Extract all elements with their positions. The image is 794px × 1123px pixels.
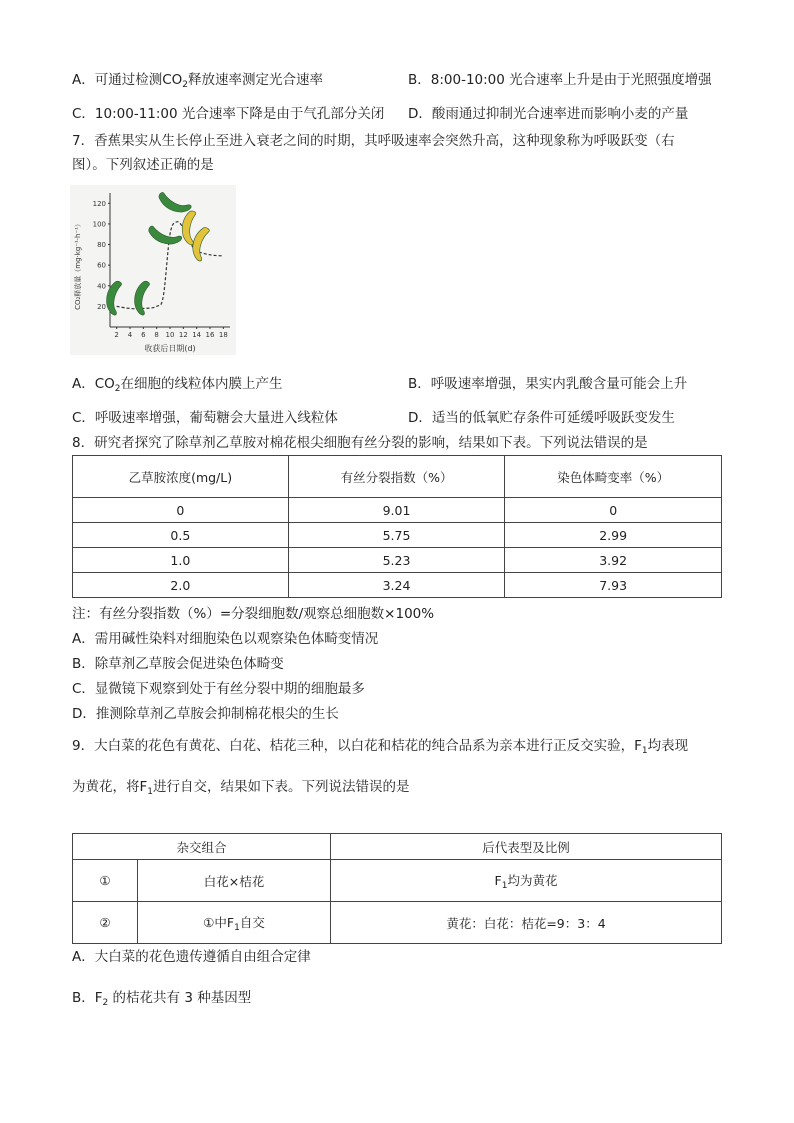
table-cell: 2.0 [73, 573, 289, 598]
q7-option-a: A．$CO_2$在细胞的线粒体内膜上产生 [72, 376, 283, 394]
q8-option-a: A．需用碱性染料对细胞染色以观察染色体畸变情况 [72, 631, 379, 647]
table-cell: 0 [73, 498, 289, 523]
q9-cross-table [72, 833, 722, 944]
table-cell: 黄花：白花：桔花=9：3：4 [331, 902, 722, 944]
table-row [73, 573, 722, 598]
table-header-row [73, 456, 722, 498]
q8-option-d: D．推测除草剂乙草胺会抑制棉花根尖的生长 [72, 706, 339, 722]
q8-data-table [72, 455, 722, 598]
q9-stem-line2: 为黄花，将$F_1$进行自交，结果如下表。下列说法错误的是 [72, 779, 410, 797]
x-tick-label: 16 [205, 331, 215, 339]
table-row [73, 902, 722, 944]
q6-option-c: C．10:00-11:00 光合速率下降是由于气孔部分关闭 [72, 106, 385, 122]
x-tick-label: 4 [127, 331, 133, 339]
y-tick-label: 60 [97, 261, 106, 270]
banana-icon [131, 279, 153, 315]
q6-option-a: A．可通过检测$CO_2$释放速率测定光合速率 [72, 72, 324, 90]
q9-option-a: A．大白菜的花色遗传遵循自由组合定律 [72, 949, 311, 965]
respiration-curve [117, 222, 224, 309]
x-tick-label: 14 [192, 331, 202, 339]
table-row [73, 523, 722, 548]
x-tick-label: 12 [178, 331, 188, 339]
y-tick-label: 120 [92, 199, 106, 208]
table-cell: 7.93 [505, 573, 722, 598]
table-cell: 3.92 [505, 548, 722, 573]
table-cell: 白花×桔花 [138, 860, 331, 902]
q7-stem-line1: 7．香蕉果实从生长停止至进入衰老之间的时期，其呼吸速率会突然升高，这种现象称为呼吸跃变（右 [72, 133, 675, 149]
banana-icon [146, 223, 182, 250]
x-tick-label: 2 [114, 331, 119, 339]
table-header: 乙草胺浓度(mg/L) [73, 456, 289, 498]
table-cell: 2.99 [505, 523, 722, 548]
table-cell: ① [73, 860, 138, 902]
table-cell: 1.0 [73, 548, 289, 573]
table-row [73, 548, 722, 573]
table-header: 有丝分裂指数（%） [288, 456, 505, 498]
respiration-chart-figure [70, 185, 236, 355]
table-cell: $F_1$均为黄花 [331, 860, 722, 902]
table-cell: 9.01 [288, 498, 505, 523]
table-cell: ①中$F_1$自交 [138, 902, 331, 944]
table-cell: ② [73, 902, 138, 944]
q8-option-c: C．显微镜下观察到处于有丝分裂中期的细胞最多 [72, 681, 365, 697]
banana-icon [156, 189, 192, 218]
q7-option-d: D．适当的低氧贮存条件可延缓呼吸跃变发生 [408, 410, 675, 426]
table-header-row [73, 834, 722, 860]
q8-option-b: B．除草剂乙草胺会促进染色体畸变 [72, 656, 284, 672]
table-row [73, 498, 722, 523]
table-cell: 0 [505, 498, 722, 523]
q6-option-d: D．酸雨通过抑制光合速率进而影响小麦的产量 [408, 106, 689, 122]
y-tick-label: 80 [97, 241, 106, 250]
table-cell: 3.24 [288, 573, 505, 598]
table-header: 染色体畸变率（%） [505, 456, 722, 498]
q8-note: 注：有丝分裂指数（%）=分裂细胞数/观察总细胞数×100% [72, 606, 435, 622]
q7-stem-line2: 图）。下列叙述正确的是 [72, 157, 214, 173]
table-cell: 5.75 [288, 523, 505, 548]
table-cell: 5.23 [288, 548, 505, 573]
q9-stem-line1: 9．大白菜的花色有黄花、白花、桔花三种，以白花和桔花的纯合品系为亲本进行正反交实验，$F_1$均表现 [72, 738, 689, 756]
chart-axes [110, 193, 230, 327]
table-cell: 0.5 [73, 523, 289, 548]
q6-option-b: B．8:00-10:00 光合速率上升是由于光照强度增强 [408, 72, 712, 88]
x-tick-label: 6 [141, 331, 146, 339]
table-row [73, 860, 722, 902]
y-tick-label: 100 [92, 220, 106, 229]
x-tick-label: 18 [218, 331, 228, 339]
q7-option-b: B．呼吸速率增强，果实内乳酸含量可能会上升 [408, 376, 688, 392]
x-axis-label: 收获后日期(d) [144, 344, 196, 353]
y-axis-label: CO₂释放量（mg·kg⁻¹·h⁻¹） [74, 220, 82, 310]
banana-illustrations [103, 189, 213, 315]
respiration-chart [70, 185, 236, 355]
y-tick-label: 40 [97, 282, 106, 291]
x-tick-label: 10 [165, 331, 175, 339]
table-header: 杂交组合 [73, 834, 331, 860]
y-tick-label: 20 [97, 302, 106, 311]
q8-stem: 8．研究者探究了除草剂乙草胺对棉花根尖细胞有丝分裂的影响，结果如下表。下列说法错误的是 [72, 435, 648, 451]
q7-option-c: C．呼吸速率增强，葡萄糖会大量进入线粒体 [72, 410, 338, 426]
q9-option-b: B．$F_2$ 的桔花共有 3 种基因型 [72, 990, 252, 1008]
table-header: 后代表型及比例 [331, 834, 722, 860]
x-tick-label: 8 [154, 331, 159, 339]
